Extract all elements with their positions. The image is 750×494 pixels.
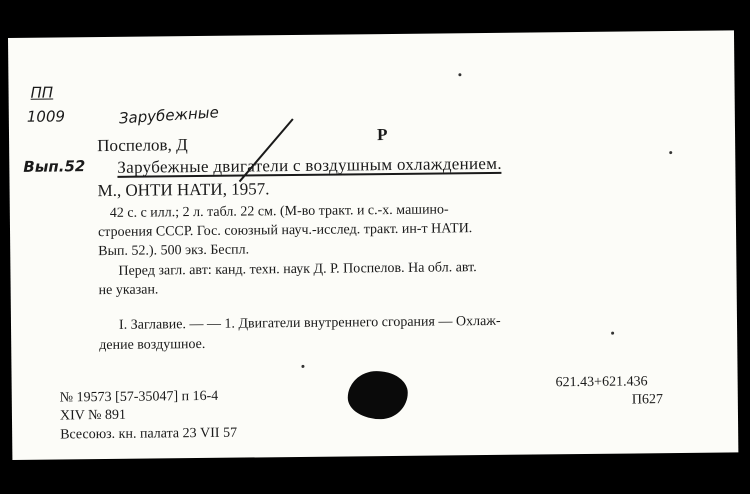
author: Поспелов, Д — [97, 135, 188, 156]
description-line-1: 42 с. с илл.; 2 л. табл. 22 см. (М-во тракт. и с.-х. машино- — [109, 202, 449, 221]
footer-number-line: № 19573 [57-35047] п 16-4 — [59, 388, 219, 406]
speck — [301, 365, 304, 368]
tracing-line-1: I. Заглавие. — — 1. Двигатели внутреннего сгорания — Охлаж- — [118, 313, 501, 333]
speck — [611, 332, 614, 335]
note-line-2: не указан. — [98, 282, 159, 299]
footer-series-line: XIV № 891 — [59, 407, 127, 424]
udc-number: 621.43+621.436 — [555, 374, 648, 391]
shelf-mark-2: 1009 — [26, 107, 66, 126]
catalog-card — [8, 30, 738, 460]
title: Зарубежные двигатели с воздушным охлаждением. — [117, 153, 502, 177]
description-line-3: Вып. 52.). 500 экз. Беспл. — [98, 242, 250, 260]
speck — [669, 151, 672, 154]
note-line-1: Перед загл. авт: канд. техн. наук Д. Р. Поспелов. На обл. авт. — [118, 260, 477, 279]
speck — [458, 73, 461, 76]
tracing-line-2: дение воздушное. — [99, 336, 206, 354]
imprint: М., ОНТИ НАТИ, 1957. — [97, 179, 270, 201]
series-handwritten: Вып.52 — [23, 157, 86, 176]
letter-mark: Р — [376, 125, 388, 145]
keyword-handwritten: Зарубежные — [118, 103, 220, 128]
description-line-2: строения СССР. Гос. союзный науч.-исслед. тракт. ин-т НАТИ. — [97, 221, 473, 241]
card-code: П627 — [631, 392, 664, 408]
ink-blot — [348, 371, 408, 420]
shelf-mark-1: ПП — [30, 83, 54, 102]
footer-chamber-line: Всесоюз. кн. палата 23 VII 57 — [60, 425, 238, 443]
